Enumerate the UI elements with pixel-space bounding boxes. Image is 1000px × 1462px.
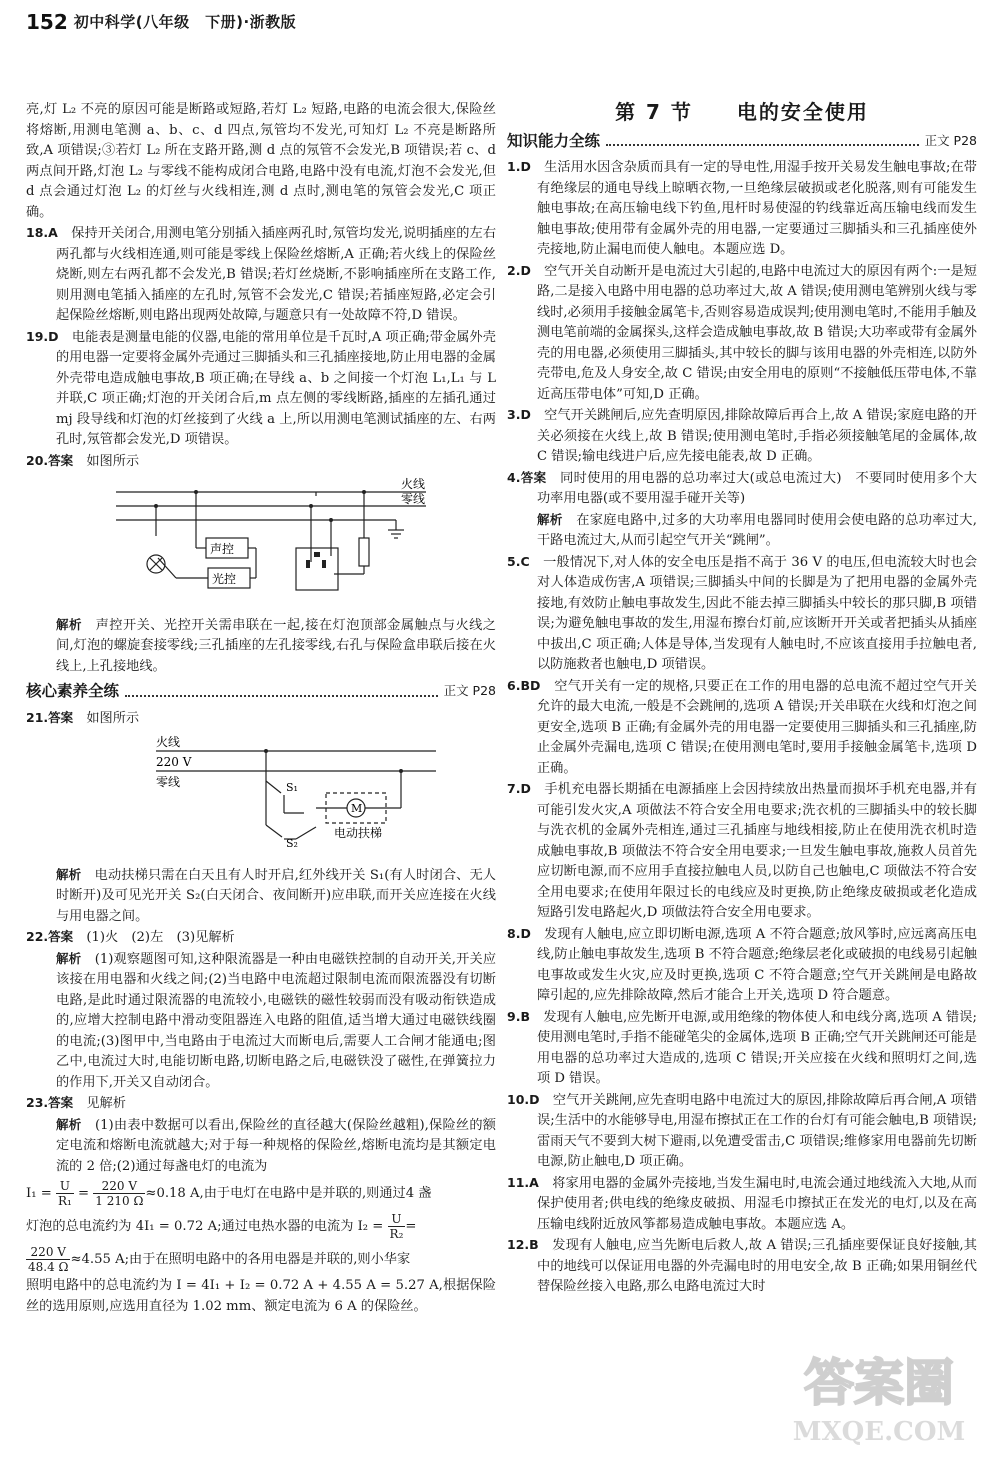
explanation-21 [26,865,496,928]
answer-number: 22.答案 [26,929,74,944]
answer-number: 5.C [507,553,530,569]
formula-text: ≈0.18 A,由于电灯在电路中是并联的,则通过4 盏 [145,1186,432,1201]
answer-text: 一般情况下,对人体的安全电压是指不高于 36 V 的电压,但电流较大时也会对人体造成伤害,A 项错误;三脚插头中间的长脚是为了把用电器的金属外壳接地,有效防止触电事故发生,因此不能去掉三脚插头中较长的那只脚,B 项错误;为避免触电事故的发生,用湿布擦台灯前,应该断开开关或者把插头从插座中拔出,C 项正确;人体是导体,当发现有人触电时,不应该直接用手拉触电者,以防施救者也触电,D 项错误。 [537,554,978,672]
explanation-text: 电动扶梯只需在白天且有人时开启,红外线开关 S₁(有人时闭合、无人时断开)及可见光开关 S₂(白天闭合、夜间断开)应串联,而开关应连接在火线与用电器之间。 [56,867,496,924]
answer-12 [507,1235,977,1298]
explanation-tag: 解析 [56,950,82,966]
answer-number: 6.BD [507,677,541,693]
live-wire-label: 火线 [156,735,181,749]
numerator: U [388,1212,406,1227]
answer-9 [507,1007,977,1090]
answer-1 [507,157,977,261]
answer-number: 18.A [26,225,58,240]
answer-4 [507,468,977,510]
explanation-text: (1)由表中数据可以看出,保险丝的直径越大(保险丝越粗),保险丝的额定电流和熔断电流就越大;对于每一种规格的保险丝,熔断电流均是其额定电流的 2 倍;(2)通过每盏电灯的电流为 [56,1117,496,1174]
book-title: 初中科学(八年级 下册)·浙教版 [73,12,297,31]
answer-number: 11.A [507,1174,539,1190]
answer-number: 1.D [507,159,531,174]
answer-text: 发现有人触电,应先断开电源,或用绝缘的物体使人和电线分离,选项 A 错误;使用测电笔时,手指不能碰笔尖的金属体,选项 B 正确;空气开关跳闸还可能是用电器的总功率过大造成的,选项 C 错误;开关应接在火线和照明灯之间,选项 D 错误。 [537,1009,977,1086]
section-label: 知识能力全练 [507,131,601,150]
continued-answer: 亮,灯 L₂ 不亮的原因可能是断路或短路,若灯 L₂ 短路,电路的电流会很大,保险丝将熔断,用测电笔测 a、b、c、d 四点,氖管均不发光,可知灯 L₂ 不亮是断路所致,A 项错误;③若灯 L₂ 所在支路开路,测 d 点的氖管不会发光,B 项错误;若 c、d 两点间开路,灯泡 L₂ 与零线不能构成闭合电路,电路中没有电流,灯泡不会发光,但 d 点会通过灯泡 L₂ 的灯丝与火线相连,测 d 点时,测电笔的氖管会发光,C 项正确。 [26,102,496,220]
explanation-text: 在家庭电路中,过多的大功率用电器同时使用会使电路的总功率过大,干路电流过大,从而引起空气开关“跳闸”。 [537,512,977,548]
answer-text: 电能表是测量电能的仪器,电能的常用单位是千瓦时,A 项正确;带金属外壳的用电器一定要将金属外壳通过三脚插头和三孔插座接地,防止用电器的金属外壳带电造成触电事故,B 项正确;在导线 a、b 之间接一个灯泡 L₁,L₁ 与 L 并联,C 项正确;灯泡的开关闭合后,m 点左侧的零线断路,插座的左插孔通过 mj 段导线和灯泡的灯丝接到了火线 a 上,所以用测电笔测试插座的左、右两孔时,氖管都会发光,D 项错误。 [56,329,496,447]
answer-text: 如图所示 [86,453,140,469]
watermark-logo [774,1342,984,1452]
answer-5 [507,552,977,676]
answer-11 [507,1173,977,1236]
explanation-tag: 解析 [537,511,563,527]
explanation-tag: 解析 [56,616,82,632]
denominator: R₂ [389,1227,404,1241]
answer-number: 3.D [507,407,531,422]
answer-10 [507,1090,977,1173]
formula-text: = [78,1186,90,1201]
answer-text: 空气开关自动断开是电流过大引起的,电路中电流过大的原因有两个:一是短路,二是接入电路中用电器的总功率过大,故 A 错误;使用测电笔辨别火线与零线时,必须用手接触金属笔卡,否则容易造成误判;使用测电笔时,不能用手触及测电笔前端的金属探头,这样会造成触电事故,故 B 错误;大功率或带有金属外壳的用电器,必须使用三脚插头,其中较长的脚与该用电器的外壳相连,以防外壳带电,危及人身安全,故 C 错误;由安全用电的原则“不接触低压带电体,不靠近高压带电体”可知,D 正确。 [537,263,977,402]
denominator: 48.4 Ω [28,1260,69,1274]
answer-18 [26,223,496,327]
numerator: 220 V [93,1179,145,1194]
answer-text: 发现有人触电,应当先断电后救人,故 A 错误;三孔插座要保证良好接触,其中的地线可以保证用电器的外壳漏电时的用电安全,故 B 正确;如果用铜丝代替保险丝接入电路,那么电路电流过大时 [537,1238,977,1294]
formula-line-1 [26,1179,496,1208]
explanation-tag: 解析 [56,1116,82,1132]
section-label: 核心素养全练 [26,682,120,700]
page-header [26,6,296,38]
numerator: 220 V [26,1245,70,1260]
answer-text: 保持开关闭合,用测电笔分别插入插座两孔时,氖管均发光,说明插座的左右两孔都与火线相连通,则可能是零线上保险丝熔断,A 正确;若火线上的保险丝烧断,则左右两孔都不会发光,B 错误;若灯丝烧断,不影响插座所在支路工作,则用测电笔插入插座的左孔时,氖管不会发光,C 错误;若插座短路,必定会引起保险丝熔断,则电路出现两处故障,与题意只有一处故障不符,D 错误。 [56,226,497,323]
light-switch-label: 光控 [212,572,237,586]
answer-2 [507,261,977,406]
denominator: 1 210 Ω [95,1194,144,1208]
answer-number: 9.B [507,1008,530,1024]
sound-switch-label: 声控 [210,542,235,556]
answer-text: 空气开关跳闸,应先查明电路中电流过大的原因,排除故障后再合闸,A 项错误;生活中的水能够导电,用湿布擦拭正在工作的台灯有可能会触电,B 项错误;雷雨天气不要到大树下避雨,以免遭受雷击,C 项错误;维修家用电器前先切断电源,防止触电,D 项正确。 [537,1092,977,1169]
right-column [507,100,977,1298]
answer-19 [26,327,496,451]
formula-text: 灯泡的总电流约为 4I₁ = 0.72 A;通过电热水器的电流为 I₂ = [26,1219,384,1234]
fraction [56,1179,74,1208]
answer-text: 同时使用的用电器的总功率过大(或总电流过大) 不要同时使用多个大功率用电器(或不要用湿手碰开关等) [537,470,977,506]
answer-20 [26,451,496,473]
explanation-text: 声控开关、光控开关需串联在一起,接在灯泡顶部金属触点与火线之间,灯泡的螺旋套接零线;三孔插座的左孔接零线,右孔与保险盒串联后接在火线上,上孔接地线。 [56,617,496,674]
answer-number: 10.D [507,1091,540,1107]
answer-number: 21.答案 [26,709,74,725]
answer-number: 19.D [26,328,59,344]
section-name: 电的安全使用 [736,100,869,124]
left-column [26,100,496,1317]
answer-text: 见解析 [86,1096,126,1111]
neutral-wire-label: 零线 [156,775,181,789]
answer-number: 8.D [507,925,531,941]
section-number: 第 7 节 [615,100,693,124]
escalator-label: 电动扶梯 [334,826,383,840]
section-divider [125,687,438,697]
answer-number: 23.答案 [26,1095,74,1110]
fuse-box [359,538,369,566]
answer-number: 2.D [507,262,531,278]
fraction [388,1212,406,1241]
answer-number: 12.B [507,1237,539,1252]
motor-label: M [351,802,363,815]
voltage-label: 220 V [156,755,192,769]
answer-text: 如图所示 [86,710,140,726]
explanation-22 [26,949,496,1094]
formula-text: I₁ = [26,1186,52,1201]
answer-text: 发现有人触电,应立即切断电源,选项 A 不符合题意;放风筝时,应远离高压电线,防止触电事故发生,选项 B 不符合题意;绝缘层老化或破损的电线易引起触电事故或发生火灾,应及时更换,选项 C 不符合题意;空气开关跳闸是电路故障引起的,应先排除故障,然后才能合上开关,选项 D 符合题意。 [537,926,977,1003]
answer-number: 4.答案 [507,469,547,485]
answer-6 [507,676,977,780]
answer-number: 20.答案 [26,452,74,468]
section-title [507,102,977,123]
answer-text: (1)火 (2)左 (3)见解析 [86,930,235,945]
explanation-20 [26,615,496,678]
watermark-text: 答案圈 [804,1353,954,1412]
watermark-url: MXQE.COM [792,1417,966,1447]
answer-text: 将家用电器的金属外壳接地,当发生漏电时,电流会通过地线流入大地,从而保护使用者;供电线的绝缘皮破损、用湿毛巾擦拭正在发光的电灯,以及在高压输电线附近放风筝都易造成触电事故。本题应选 A。 [537,1175,978,1232]
answer-text: 生活用水因含杂质而具有一定的导电性,用湿手按开关易发生触电事故;在带有绝缘层的通电导线上晾晒衣物,一旦绝缘层破损或老化脱落,则有可能发生触电事故;在高压输电线下钓鱼,甩杆时易使湿的钓线靠近高压输电线而发生触电事故;使用带有金属外壳的用电器,一定要通过三脚插头和三孔插座使外壳接地,防止漏电而使人触电。本题应选 D。 [537,160,977,257]
switch-s2-label: S₂ [286,837,298,850]
circuit-diagram-20 [56,476,456,601]
formula-text: ≈4.55 A;由于在照明电路中的各用电器是并联的,则小华家 [70,1252,411,1267]
answer-text: 手机充电器长期插在电源插座上会因持续放出热量而损坏手机充电器,并有可能引发火灾,A 项做法不符合安全用电要求;洗衣机的三脚插头中的较长脚与洗衣机的金属外壳相连,通过三孔插座与地线相接,防止在使用洗衣机时造成触电事故,B 项做法不符合安全用电要求;一旦发生触电事故,施救人员首先应切断电源,而不应用手直接拉触电人员,以防自己也触电,C 项做法不符合安全用电要求;在使用年限过长的电线应及时更换,防止绝缘皮破损或老化造成短路引发电路起火,D 项做法符合安全用电要求。 [537,782,977,920]
answer-text: 空气开关跳闸后,应先查明原因,排除故障后再合上,故 A 错误;家庭电路的开关必须接在火线上,故 B 错误;使用测电笔时,手指必须接触笔尾的金属体,故 C 错误;输电线进户后,应先接电能表,故 D 正确。 [537,408,977,464]
denominator: R₁ [57,1194,72,1208]
formula-line-2 [26,1212,496,1241]
answer-7 [507,779,977,924]
answer-text: 空气开关有一定的规格,只要正在工作的用电器的总电流不超过空气开关允许的最大电流,一般是不会跳闸的,选项 A 错误;开关串联在火线和灯泡之间更安全,选项 B 正确;有金属外壳的用电器一定要使用三脚插头和三孔插座,防止金属外壳漏电,选项 C 错误;在使用测电笔时,要用手接触金属笔卡,选项 D 正确。 [537,678,977,776]
answer-22 [26,927,496,949]
answer-3 [507,405,977,468]
circuit-diagram-21 [56,733,456,851]
fraction [93,1179,145,1208]
explanation-tag: 解析 [56,866,82,882]
answer-23 [26,1093,496,1115]
section-ref: 正文 P28 [924,132,977,148]
switch-s1-label: S₁ [286,781,298,794]
numerator: U [56,1179,74,1194]
section-core-literacy [26,681,496,702]
explanation-text: (1)观察题图可知,这种限流器是一种由电磁铁控制的自动开关,开关应该接在用电器和火线之间;(2)当电路中电流超过限制电流而限流器没有切断电路,是此时通过限流器的电流较小,电磁铁的磁性较弱而没有吸动衔铁造成的,应增大控制电路中滑动变阻器连入电路的阻值,适当增大通过电磁铁线圈的电流;(3)图甲中,当电路由于电流过大而断电后,需要人工合闸才能通电;图乙中,电流过大时,电能切断电路,切断电路之后,电磁铁没了磁性,在弹簧拉力的作用下,开关又自动闭合。 [56,951,497,1090]
formula-line-3 [26,1245,496,1274]
answer-number: 7.D [507,781,531,796]
section-ref: 正文 P28 [443,683,496,698]
answer-8 [507,924,977,1007]
formula-text: = [405,1219,417,1234]
explanation-4 [507,510,977,552]
page-number: 152 [26,9,68,34]
section-divider [606,136,919,146]
section-knowledge [507,131,977,152]
fraction [26,1245,70,1274]
explanation-23-end: 照明电路中的总电流约为 I = 4I₁ + I₂ = 0.72 A + 4.55 A = 5.27 A,根据保险丝的选用原则,应选用直径为 1.02 mm、额定电流为 6 A 的保险丝。 [26,1278,496,1314]
explanation-23 [26,1115,496,1178]
live-wire-label: 火线 [401,477,426,491]
neutral-wire-label: 零线 [401,492,426,506]
answer-21 [26,708,496,730]
